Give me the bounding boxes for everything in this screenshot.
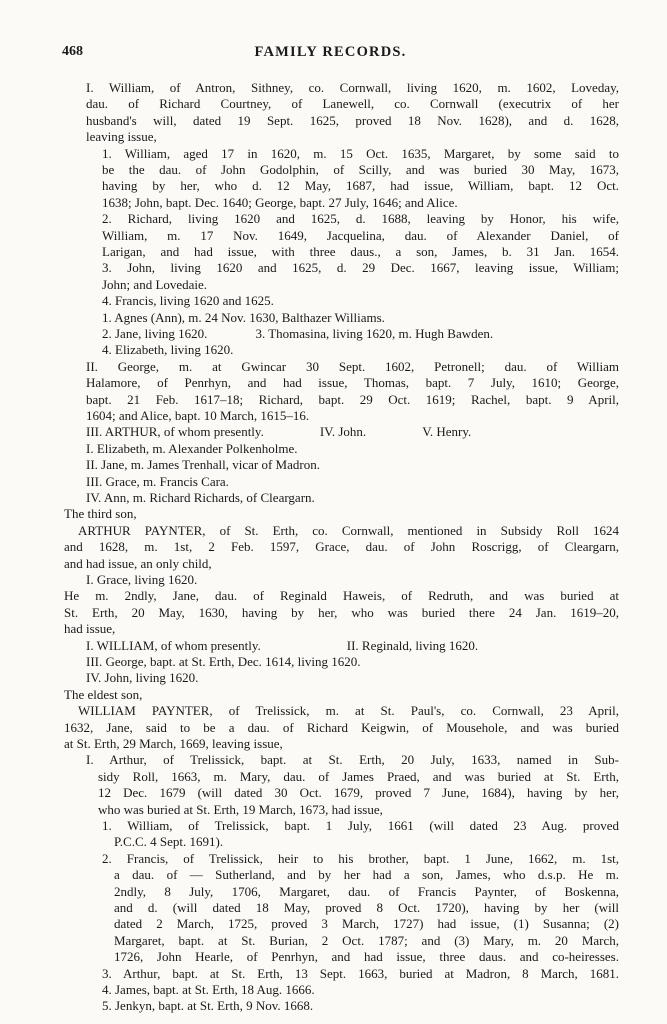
text-line: 1. William, of Trelissick, bapt. 1 July, 1661 (will dated 23 Aug. proved (102, 818, 619, 833)
text-line-column: 3. Thomasina, living 1620, m. Hugh Bawden. (255, 326, 494, 341)
text-line: be the dau. of John Godolphin, of Scilly, and was buried 30 May, 1673, (102, 162, 619, 177)
text-line: 1. William, aged 17 in 1620, m. 15 Oct. 1635, Margaret, by some said to (102, 145, 619, 161)
text-line: 1604; and Alice, bapt. 10 March, 1615–16. (86, 408, 310, 423)
text-line: and 1628, m. 1st, 2 Feb. 1597, Grace, dau. of John Roscrigg, of Cleargarn, (64, 539, 619, 555)
text-line: 1. Agnes (Ann), m. 24 Nov. 1630, Balthazer Williams. (102, 309, 385, 325)
text-line: WILLIAM PAYNTER, of Trelissick, m. at St. Paul's, co. Cornwall, 23 April, (78, 703, 619, 719)
text-line (86, 424, 619, 440)
text-line: Halamore, of Penrhyn, and had issue, Thomas, bapt. 7 July, 1610; George, (86, 375, 619, 391)
text-line-column: I. WILLIAM, of whom presently. (86, 637, 261, 653)
text-line: 2ndly, 8 July, 1706, Margaret, dau. of Francis Paynter, of Boskenna, (114, 883, 619, 899)
text-line: William, m. 17 Nov. 1649, Jacquelina, dau. of Alexander Daniel, of (102, 227, 619, 243)
text-line: St. Erth, 20 May, 1630, having by her, who was buried there 24 Jan. 1619–20, (64, 604, 619, 620)
text-line: and d. (will dated 18 May, proved 8 Oct. 1720), having by her (will (114, 900, 619, 915)
text-line: He m. 2ndly, Jane, dau. of Reginald Haweis, of Redruth, and was buried at (64, 588, 619, 604)
text-line: and had issue, an only child, (64, 555, 212, 571)
text-line-column: IV. John. (319, 424, 367, 440)
text-line: 3. John, living 1620 and 1625, d. 29 Dec. 1667, leaving issue, William; (102, 260, 619, 276)
text-line: 1726, John Hearle, of Penrhyn, and had issue, three daus. and co-heiresses. (114, 949, 619, 965)
text-line: bapt. 21 Feb. 1617–18; Richard, bapt. 29 Oct. 1619; Rachel, bapt. 9 April, (86, 391, 619, 407)
text-line: husband's will, dated 19 Sept. 1625, proved 18 Nov. 1628), and d. 1628, (86, 112, 619, 128)
text-line: 1638; John, bapt. Dec. 1640; George, bapt. 27 July, 1646; and Alice. (102, 194, 458, 210)
text-line: I. William, of Antron, Sithney, co. Cornwall, living 1620, m. 1602, Loveday, (86, 80, 619, 95)
page-header (62, 44, 599, 66)
text-line-column: III. ARTHUR, of whom presently. (86, 424, 264, 440)
text-line: 12 Dec. 1679 (will dated 30 Oct. 1679, proved 7 June, 1684), having by her, (98, 785, 619, 801)
text-line: Margaret, bapt. at St. Burian, 2 Oct. 1787; and (3) Mary, m. 20 March, (114, 932, 619, 948)
text-line-column: II. Reginald, living 1620. (346, 637, 479, 653)
text-line: 4. Elizabeth, living 1620. (102, 342, 234, 358)
text-line: 2. Richard, living 1620 and 1625, d. 1688, leaving by Honor, his wife, (102, 211, 619, 227)
text-line: 3. Arthur, bapt. at St. Erth, 13 Sept. 1663, buried at Madron, 8 March, 1681. (102, 965, 619, 981)
text-line: who was buried at St. Erth, 19 March, 1673, had issue, (98, 801, 383, 817)
text-line: I. Grace, living 1620. (86, 572, 198, 587)
running-title: FAMILY RECORDS. (254, 44, 407, 60)
text-line: ARTHUR PAYNTER, of St. Erth, co. Cornwall, mentioned in Subsidy Roll 1624 (78, 522, 619, 538)
text-line: II. Jane, m. James Trenhall, vicar of Madron. (86, 457, 320, 473)
text-line: 1632, Jane, said to be a dau. of Richard Keigwin, of Mousehole, and was buried (64, 719, 619, 735)
text-line: P.C.C. 4 Sept. 1691). (114, 834, 224, 850)
page-number: 468 (62, 44, 83, 59)
text-line: Larigan, and had issue, with three daus., a son, James, b. 31 Jan. 1654. (102, 244, 619, 259)
text-line: 5. Jenkyn, bapt. at St. Erth, 9 Nov. 1668. (102, 998, 314, 1014)
text-line: 4. James, bapt. at St. Erth, 18 Aug. 1666. (102, 982, 315, 997)
text-line: dated 2 March, 1725, proved 3 March, 1727) had issue, (1) Susanna; (2) (114, 916, 619, 932)
text-line: IV. John, living 1620. (86, 670, 199, 686)
text-line: sidy Roll, 1663, m. Mary, dau. of James Praed, and was buried at St. Erth, (98, 768, 619, 784)
text-line: having by her, who d. 12 May, 1687, had issue, William, bapt. 12 Oct. (102, 178, 619, 194)
text-line: 2. Francis, of Trelissick, heir to his brother, bapt. 1 June, 1662, m. 1st, (102, 850, 619, 866)
text-line: The third son, (64, 506, 137, 522)
text-line: The eldest son, (64, 686, 143, 702)
text-line: a dau. of — Sutherland, and by her had a son, James, who d.s.p. He m. (114, 867, 619, 883)
text-line: III. George, bapt. at St. Erth, Dec. 1614, living 1620. (86, 654, 361, 669)
text-line: had issue, (64, 621, 116, 637)
text-line: I. Elizabeth, m. Alexander Polkenholme. (86, 440, 298, 456)
text-line: 4. Francis, living 1620 and 1625. (102, 293, 274, 309)
text-line: I. Arthur, of Trelissick, bapt. at St. Erth, 20 July, 1633, named in Sub- (86, 752, 619, 768)
text-line: John; and Lovedaie. (102, 276, 208, 292)
text-line (102, 326, 619, 342)
text-line: at St. Erth, 29 March, 1669, leaving issue, (64, 736, 283, 751)
text-line: leaving issue, (86, 129, 157, 145)
text-line (86, 638, 619, 654)
text-line-column: V. Henry. (422, 424, 472, 440)
text-line: dau. of Richard Courtney, of Lanewell, co. Cornwall (executrix of her (86, 96, 619, 112)
text-line: II. George, m. at Gwincar 30 Sept. 1602, Petronell; dau. of William (86, 358, 619, 374)
text-line: IV. Ann, m. Richard Richards, of Cleargarn. (86, 490, 315, 505)
text-line-column: 2. Jane, living 1620. (102, 326, 208, 341)
text-line: III. Grace, m. Francis Cara. (86, 473, 229, 489)
